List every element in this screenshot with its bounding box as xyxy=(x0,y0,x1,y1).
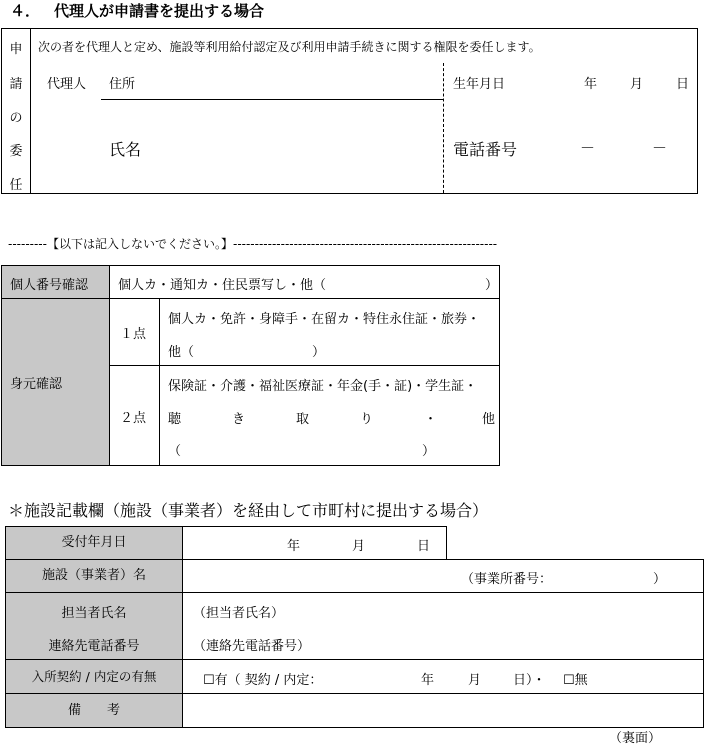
contract-value-cell xyxy=(182,659,704,694)
two-point-word-4: り xyxy=(360,412,374,427)
name-label: 氏名 xyxy=(109,140,142,159)
birth-day: 日 xyxy=(676,77,690,92)
two-point-word-3: 取 xyxy=(296,412,310,427)
address-label: 住所 xyxy=(109,77,136,92)
office-number-label: （事業所番号： xyxy=(461,572,553,587)
side-char-5: 任 xyxy=(9,178,23,193)
one-point-docs-cell xyxy=(159,298,500,366)
office-use-divider xyxy=(8,235,497,252)
two-point-word-6: 他 xyxy=(482,412,496,427)
contract-label: 入所契約 / 内定の有無 xyxy=(31,669,157,684)
phone-separator-1: － xyxy=(580,139,596,157)
back-side-label: （裏面） xyxy=(609,731,662,746)
side-char-3: の xyxy=(9,111,23,126)
received-year: 年 xyxy=(287,539,301,554)
address-underline xyxy=(101,99,443,100)
birth-label: 生年月日 xyxy=(453,77,506,92)
mynumber-label-cell xyxy=(1,265,110,299)
two-point-word-5: ・ xyxy=(424,412,438,427)
person-label: 担当者氏名 xyxy=(61,606,127,621)
identity-table xyxy=(1,265,500,466)
remarks-label-cell xyxy=(5,693,183,728)
birth-month: 月 xyxy=(630,77,644,92)
section-title: 代理人が申請書を提出する場合 xyxy=(54,2,265,20)
person-value-cell xyxy=(182,592,704,660)
section-heading xyxy=(10,0,264,21)
side-char-2: 請 xyxy=(9,77,23,92)
vertical-dashed-divider xyxy=(443,63,444,193)
birth-year: 年 xyxy=(584,77,598,92)
identity-label-cell xyxy=(1,298,110,466)
contact-label: 連絡先電話番号 xyxy=(48,639,140,654)
delegation-table xyxy=(1,28,698,194)
contract-year: 年 xyxy=(421,673,435,688)
facility-label: 施設（事業者）名 xyxy=(41,568,146,583)
received-label-cell xyxy=(5,526,183,560)
agent-label: 代理人 xyxy=(47,77,87,92)
facility-label-cell xyxy=(5,559,183,593)
remarks-value-cell xyxy=(182,693,704,728)
two-point-close: ） xyxy=(422,444,436,459)
facility-title: ＊施設記載欄（施設（事業者）を経由して市町村に提出する場合） xyxy=(8,501,489,520)
two-point-cell xyxy=(109,365,160,466)
one-point-docs-line2: 他（ xyxy=(168,345,195,360)
side-char-4: 委 xyxy=(9,144,23,159)
person-value: （担当者氏名） xyxy=(193,606,285,621)
facility-table xyxy=(5,526,704,728)
two-point-docs-line1: 保険証・介護・福祉医療証・年金(手・証)・学生証・ xyxy=(168,379,478,394)
one-point-close: ） xyxy=(312,345,326,360)
phone-label: 電話番号 xyxy=(453,140,518,159)
received-day: 日 xyxy=(417,539,431,554)
facility-value-cell xyxy=(182,559,704,593)
remarks-label: 備 考 xyxy=(67,703,120,718)
identity-label: 身元確認 xyxy=(10,377,63,392)
mynumber-label: 個人番号確認 xyxy=(10,278,89,293)
delegation-instruction: 次の者を代理人と定め、施設等利用給付認定及び利用申請手続きに関する権限を委任します。 xyxy=(38,40,541,54)
two-point-docs-line3: （ xyxy=(168,444,182,459)
two-point-label: ２点 xyxy=(120,411,147,426)
contract-label-cell xyxy=(5,659,183,694)
contract-no-checkbox[interactable]: ☐無 xyxy=(563,673,588,688)
contract-day: 日）・ xyxy=(513,673,546,688)
contract-yes-checkbox[interactable]: ☐有（ 契約 / 内定： xyxy=(203,673,323,688)
delegation-side-label xyxy=(2,29,31,193)
person-label-cell xyxy=(5,592,183,660)
office-number-close: ） xyxy=(653,572,667,587)
one-point-cell xyxy=(109,298,160,366)
received-month: 月 xyxy=(352,539,366,554)
divider-left: ---------【以下は記入しないでください。】 xyxy=(8,237,233,251)
two-point-word-1: 聴 xyxy=(168,412,182,427)
one-point-label: １点 xyxy=(120,327,147,342)
one-point-docs-line1: 個人カ・免許・身障手・在留カ・特住永住証・旅券・ xyxy=(168,312,481,327)
mynumber-value: 個人カ・通知カ・住民票写し・他（ xyxy=(118,278,327,293)
divider-right: ------------------------------------------------------------- xyxy=(232,237,498,251)
received-label: 受付年月日 xyxy=(61,535,127,550)
received-value-cell xyxy=(182,526,447,560)
phone-separator-2: － xyxy=(652,139,668,157)
side-char-1: 申 xyxy=(9,42,23,57)
two-point-docs-cell xyxy=(159,365,500,466)
contract-month: 月 xyxy=(468,673,482,688)
section-number: ４． xyxy=(10,2,41,20)
mynumber-value-cell xyxy=(109,265,500,299)
contact-value: （連絡先電話番号） xyxy=(193,639,311,654)
mynumber-close: ） xyxy=(485,278,499,293)
two-point-word-2: き xyxy=(232,412,246,427)
